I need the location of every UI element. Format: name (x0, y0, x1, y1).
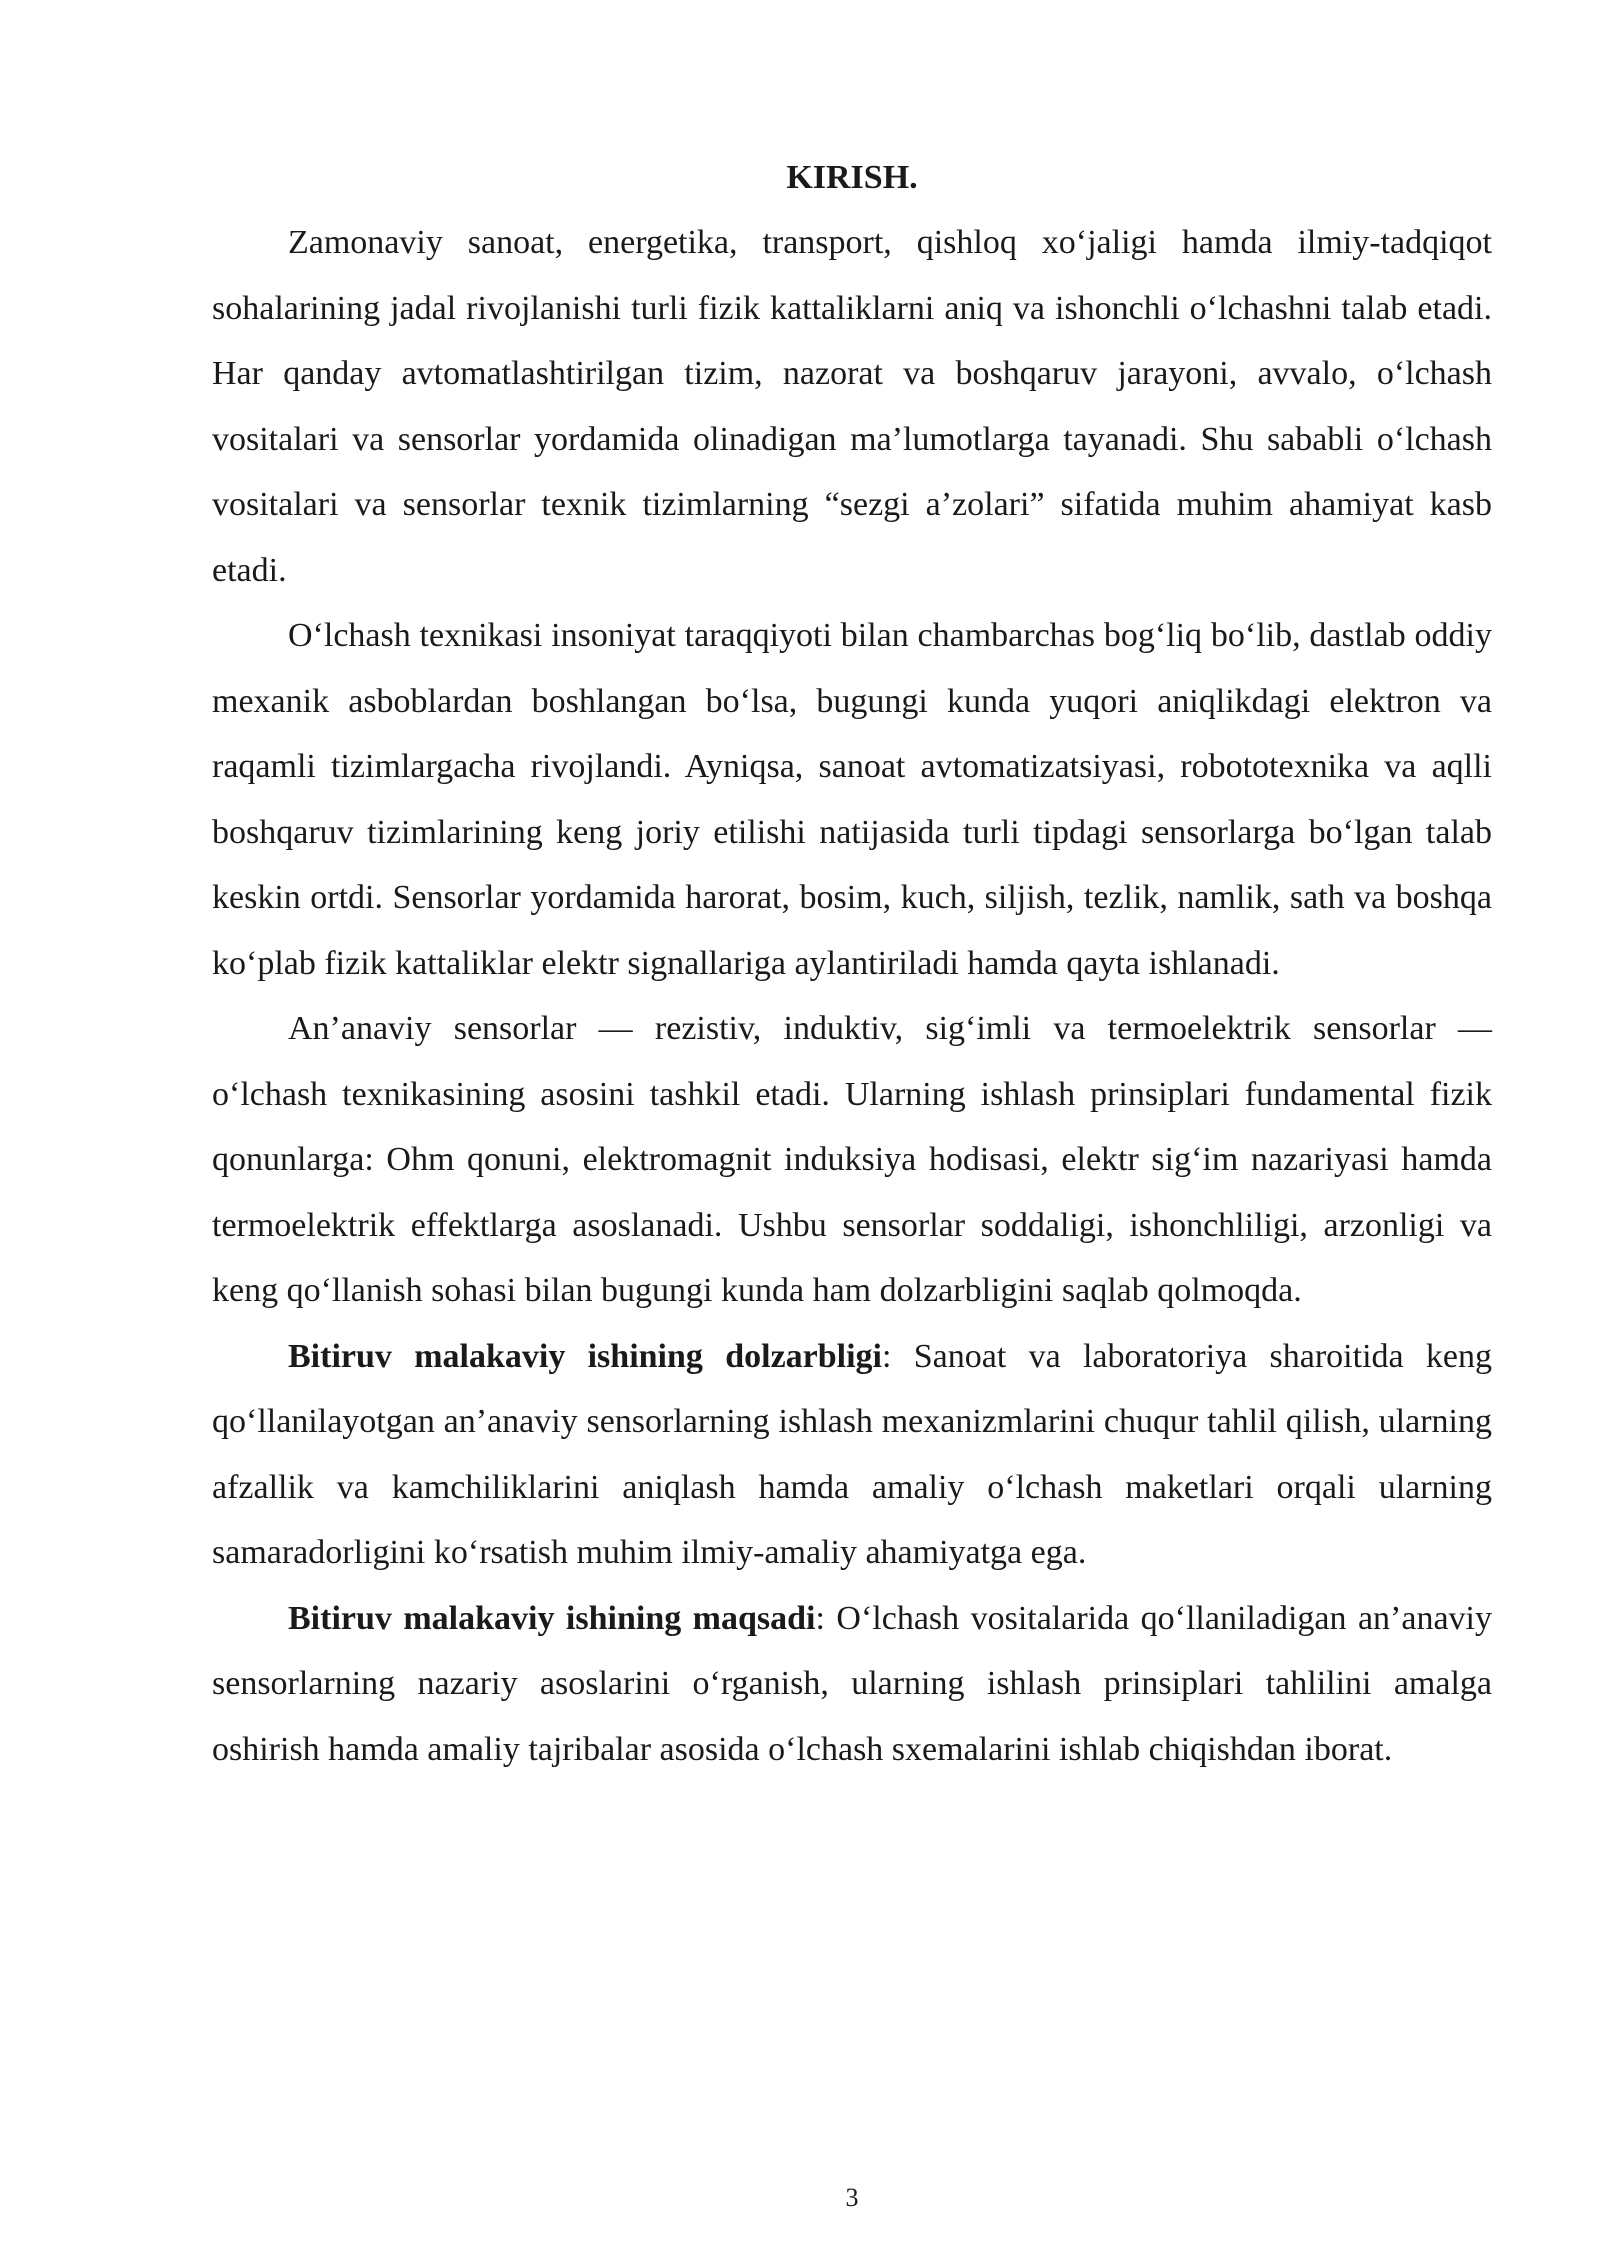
paragraph-text: An’anaviy sensorlar — rezistiv, induktiv, sig‘imli va termoelektrik sensorlar — o‘lchash texnikasining asosini tashkil etadi. Ularning ishlash prinsiplari fundamental fizik qonunlarga: Ohm qonuni, elektromagnit induksiya hodisasi, elektr sig‘im nazariyasi hamda termoelektrik effektlarga asoslanadi. Ushbu sensorlar soddaligi, ishonchliligi, arzonligi va keng qo‘llanish sohasi bilan bugungi kunda ham dolzarbligini saqlab qolmoqda. (212, 1010, 1492, 1309)
section-title: KIRISH. (786, 159, 918, 196)
paragraph-text: O‘lchash texnikasi insoniyat taraqqiyoti bilan chambarchas bog‘liq bo‘lib, dastlab oddiy mexanik asboblardan boshlangan bo‘lsa, bugungi kunda yuqori aniqlikdagi elektron va raqamli tizimlargacha rivojlandi. Ayniqsa, sanoat avtomatizatsiyasi, robototexnika va aqlli boshqaruv tizimlarining keng joriy etilishi natijasida turli tipdagi sensorlarga bo‘lgan talab keskin ortdi. Sensorlar yordamida harorat, bosim, kuch, siljish, tezlik, namlik, sath va boshqa ko‘plab fizik kattaliklar elektr signallariga aylantiriladi hamda qayta ishlanadi. (212, 617, 1492, 982)
document-page (212, 0, 1492, 2262)
paragraph-goal (212, 1586, 1492, 1783)
body-text (212, 210, 1492, 1782)
goal-heading: Bitiruv malakaviy ishining maqsadi (288, 1599, 816, 1637)
relevance-heading: Bitiruv malakaviy ishining dolzarbligi (288, 1337, 882, 1375)
paragraph-measurement-history (212, 603, 1492, 996)
page-number: 3 (845, 2183, 859, 2212)
paragraph-text: Zamonaviy sanoat, energetika, transport, qishloq xo‘jaligi hamda ilmiy-tadqiqot sohalarining jadal rivojlanishi turli fizik kattaliklarni aniq va ishonchli o‘lchashni talab etadi. Har qanday avtomatlashtirilgan tizim, nazorat va boshqaruv jarayoni, avvalo, o‘lchash vositalari va sensorlar yordamida olinadigan ma’lumotlarga tayanadi. Shu sababli o‘lchash vositalari va sensorlar texnik tizimlarning “sezgi a’zolari” sifatida muhim ahamiyat kasb etadi. (212, 224, 1492, 589)
paragraph-intro (212, 210, 1492, 603)
paragraph-relevance (212, 1324, 1492, 1586)
paragraph-traditional-sensors (212, 996, 1492, 1324)
paragraph-text: : Sanoat va laboratoriya sharoitida keng qo‘llanilayotgan an’anaviy sensorlarning ishlash mexanizmlarini chuqur tahlil qilish, ularning afzallik va kamchiliklarini aniqlash hamda amaliy o‘lchash maketlari orqali ularning samaradorligini ko‘rsatish muhim ilmiy-amaliy ahamiyatga ega. (212, 1337, 1492, 1571)
paragraph-text: : O‘lchash vositalarida qo‘llaniladigan an’anaviy sensorlarning nazariy asoslarini o‘rganish, ularning ishlash prinsiplari tahlilini amalga oshirish hamda amaliy tajribalar asosida o‘lchash sxemalarini ishlab chiqishdan iborat. (212, 1599, 1492, 1768)
